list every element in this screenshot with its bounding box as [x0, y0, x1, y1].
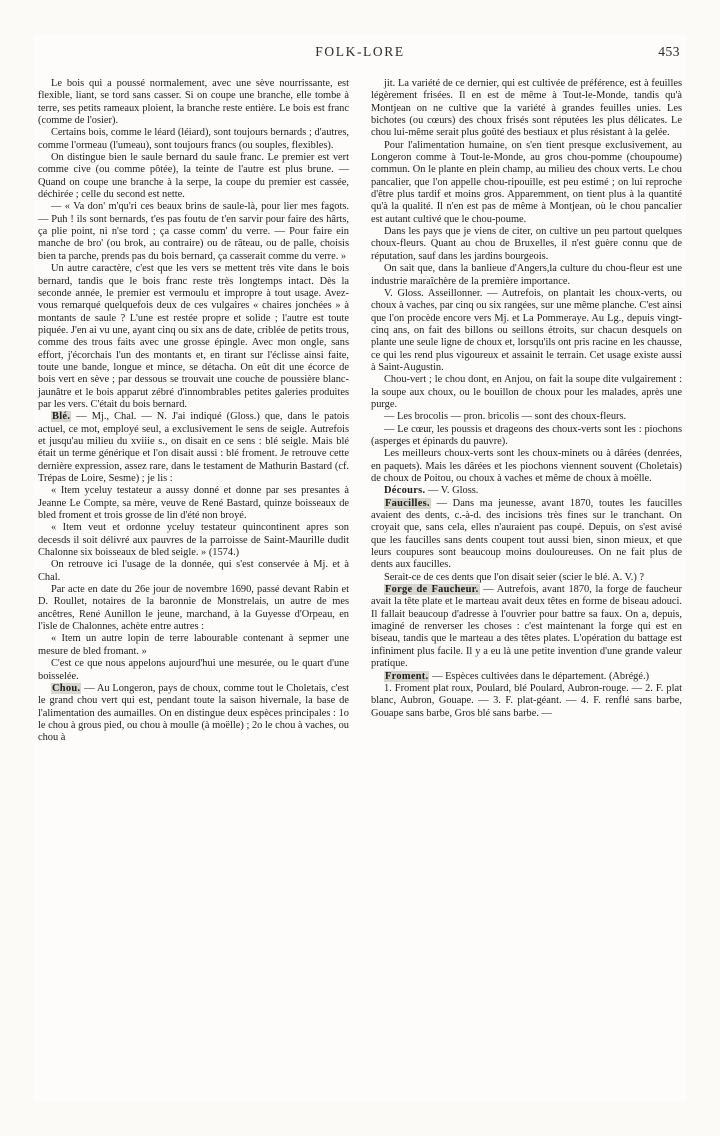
entry-headword: Faucilles.	[385, 497, 430, 509]
entry-body: — Espèces cultivées dans le département. (Abrégé.)	[429, 670, 650, 682]
body-paragraph: On distingue bien le saule bernard du saule franc. Le premier est vert comme cive (ou comme pôtée), la teinte de l'autre est plus brune. — Quand on coupe une branche à la serpe, la coupe du premier est cassée, déchirée ; celle du second est nette.	[38, 152, 349, 201]
text-columns	[38, 78, 682, 1088]
body-paragraph: — Les brocolis — pron. bricolis — sont des choux-fleurs.	[384, 411, 627, 423]
body-paragraph: C'est ce que nous appelons aujourd'hui une mesurée, ou le quart d'une boisselée.	[38, 658, 349, 682]
body-paragraph: Certains bois, comme le léard (léiard), sont toujours bernards ; d'autres, comme l'ormeau (l'umeau), sont toujours francs (ou souples, flexibles).	[38, 127, 349, 151]
entry-body: — Au Longeron, pays de choux, comme tout le Choletais, c'est le grand chou vert qui est, pendant toute la saison hivernale, la base de l'alimentation des aumailles. On en distingue deux espèces principales : 1o le chou à grous pied, ou chou à moulle (à moëlle) ; 2o le chou à vaches, ou chou à	[38, 682, 349, 744]
page-header	[34, 44, 686, 66]
body-paragraph: « Item veut et ordonne yceluy testateur quincontinent apres son decesds il soit délivré aux pauvres de la parroisse de Saint-Maurille dudit Chalonne six boisseaux de bled seigle. » (1574.)	[38, 522, 349, 559]
entry-headword: Décours.	[384, 485, 426, 497]
dictionary-entry	[371, 584, 682, 670]
dictionary-entry	[371, 485, 682, 497]
body-paragraph: « Item un autre lopin de terre labourable contenant à sepmer une mesure de bled fromant. »	[38, 633, 349, 657]
body-paragraph: Le bois qui a poussé normalement, avec une sève nourrissante, est flexible, liant, se tord sans casser. Si on coupe une branche, elle tombe à terre, ses petits rameaux ploient, la branche reste entière. Le bois est franc (comme de l'osier).	[38, 78, 349, 127]
body-paragraph: Dans les pays que je viens de citer, on cultive un peu partout quelques choux-fleurs. Quant au chou de Bruxelles, il n'est guère connu que de réputation, sauf dans les jardins bourgeois.	[371, 226, 682, 262]
left-column	[38, 78, 349, 1088]
entry-headword: Chou.	[52, 682, 81, 694]
body-paragraph: Les meilleurs choux-verts sont les choux-minets ou à dârées (denrées, en paquets). Mais les dârées et les piochons viennent souvent (Choletais) de choux de Poitou, ou choux à vaches et même de choux à moëlle.	[371, 448, 682, 484]
entry-body: — Autrefois, avant 1870, la forge de faucheur avait la tête plate et le marteau avait deux têtes en forme de biseau adouci. Il fallait beaucoup d'adresse à l'ouvrier pour battre sa faux. On a, depuis, imaginé de renverser les choses : c'est maintenant la forge qui est en biseau, tandis que le marteau a des têtes plates. L'opération du battage est infiniment plus facile. Il y a eu là une petite invention d'une grande valeur pratique.	[371, 584, 683, 670]
entry-body: — Mj., Chal. — N. J'ai indiqué (Gloss.) que, dans le patois actuel, ce mot, employé seul, a exclusivement le sens de seigle. Autrefois et jusqu'au milieu du xviiie s., on disait en ce sens : blé seigle. Mais blé était un terme générique et l'on disait aussi : blé froment. Je retrouve cette dernière expression, assez rare, dans le testament de Mathurin Bastard (cf. Trépas de Loire, Sesme) ; je lis :	[38, 411, 349, 484]
running-head-title: FOLK-LORE	[315, 44, 405, 59]
body-paragraph: Un autre caractère, c'est que les vers se mettent très vite dans le bois bernard, tandis que le bois franc reste très longtemps intact. Dès la seconde année, le premier est vermoulu et impropre à tout usage. Avez-vous remarqué quelquefois deux de ces vulgaires « chaires jonchées » à montants de saule ? L'une est restée propre et solide ; l'autre est toute piquée. J'en ai vu une, ayant cinq ou six ans de date, criblée de petits trous, comme des trous faits avec une grosse épingle. Avec mon ongle, sans effort, j'écorchais l'un des montants et, en tirant sur l'éclisse ainsi faite, toute une bande, longue et mince, se détacha. On eût dit une écorce de bois vert en sève ; par dessous se trouvait une couche de poussière blanc-jaunâtre et le bois apparut zébré d'innombrables petites galeries produites par les vers. C'était du bois bernard.	[38, 263, 349, 410]
entry-body: — V. Gloss.	[425, 485, 479, 497]
entry-headword: Forge de Faucheur.	[385, 584, 479, 596]
body-paragraph: Par acte en date du 26e jour de novembre 1690, passé devant Rabin et D. Roullet, notaires de la baronnie de Monstrelais, un autre de mes ancêtres, René Aunillon le jeune, marchand, à la Guyesse d'Orpeau, en l'isle de Chalonnes, achète entre autres :	[38, 584, 349, 633]
right-column	[371, 78, 682, 1088]
page-content-area	[34, 34, 686, 1102]
body-paragraph: « Item yceluy testateur a aussy donné et donne par ses presantes à Jeanne Le Compte, sa mère, veuve de René Bastard, quinze boisseaux de bled froment et trois grosse de lin d'été non broyé.	[38, 485, 349, 522]
entry-body: — Dans ma jeunesse, avant 1870, toutes les faucilles avaient des dents, c.-à-d. des incisions très fines sur le tranchant. On croyait que, sans cela, elles n'auraient pas coupé. Depuis, on s'est avisé que les faucilles sans dents coupent tout aussi bien, sinon mieux, et que leurs coupures sont beaucoup moins douloureuses. On ne fait plus de dents aux faucilles.	[371, 497, 682, 571]
body-paragraph: On retrouve ici l'usage de la donnée, qui s'est conservée à Mj. et à Chal.	[38, 559, 349, 583]
dictionary-entry	[38, 683, 349, 745]
dictionary-entry	[371, 671, 682, 683]
body-paragraph: — Le cœur, les poussis et drageons des choux-verts sont les : piochons (asperges et épinards du pauvre).	[371, 423, 682, 447]
body-paragraph: — « Va don' m'qu'ri ces beaux brins de saule-là, pour lier mes fagots. — Puh ! ils sont bernards, t'es pas foutu de t'en sarvir pour faire des hârts, ça plie point, ni n'se tord ; ça casse comm' du verre. — Pour faire ein manche de bro' (ou brok, au contraire) ou de râteau, ou de palle, choisis bien ta parche, prends pas du bois bernard, ça casserait comme du verre. »	[38, 201, 349, 262]
body-paragraph: Chou-vert ; le chou dont, en Anjou, on fait la soupe dite vulgairement : la soupe aux choux, ou le bouillon de choux pour les malades, après une purge.	[371, 374, 682, 410]
entry-headword: Froment.	[385, 670, 429, 682]
page-number: 453	[658, 44, 680, 59]
body-paragraph: jit. La variété de ce dernier, qui est cultivée de préférence, est à feuilles légèrement frisées. Il en est de même à Tout-le-Monde, tandis qu'à Montjean on ne cultive que la variété à grandes feuilles unies. Les bichotes (ou cœurs) des choux frisés sont réputées les plus délicates. Le chou lui-même serait plus goûté des bestiaux et plus résistant à la gelée.	[371, 78, 682, 139]
body-paragraph: V. Gloss. Asseillonner. — Autrefois, on plantait les choux-verts, ou choux à vaches, par cinq ou six rangées, sur une même planche. C'est ainsi que l'on procède encore vers Mj. et La Pommeraye. Au Lg., depuis vingt-cinq ans, on fait des billons ou seillons étroits, sur chacun desquels on plante une seule ligne de choux et, lorsqu'ils ont pris racine en les chausse, ce qui les rend plus vigoureux et assainit le terrain. Cet usage existe aussi à Saint-Augustin.	[371, 287, 682, 373]
body-paragraph: 1. Froment plat roux, Poulard, blé Poulard, Aubron-rouge. — 2. F. plat blanc, Aubron, Gouape. — 3. F. plat-géant. — 4. F. renflé sans barbe, Gouape sans barbe, Gros blé sans barbe. —	[371, 682, 682, 719]
body-paragraph: Serait-ce de ces dents que l'on disait seier (scier le blé. A. V.) ?	[384, 571, 645, 583]
body-paragraph: On sait que, dans la banlieue d'Angers,la culture du chou-fleur est une industrie maraîchère de la première importance.	[371, 263, 682, 287]
body-paragraph: Pour l'alimentation humaine, on s'en tient presque exclusivement, au Longeron comme à Tout-le-Monde, au gros chou-pomme (choupoume) commun. On le plante en plein champ, au milieu des choux verts. Le chou pancalier, que l'on appelle chou-ripouille, est peu estimé ; on lui reproche d'être plus tardif et moins gros. Apparemment, on tient plus à la quantité qu'à la qualité. Il n'en est pas de même à Montjean, où le chou pancalier est autant cultivé que le chou-poume.	[371, 139, 682, 225]
entry-headword: Blé.	[52, 411, 71, 423]
dictionary-entry	[38, 411, 349, 485]
dictionary-entry	[371, 498, 682, 572]
